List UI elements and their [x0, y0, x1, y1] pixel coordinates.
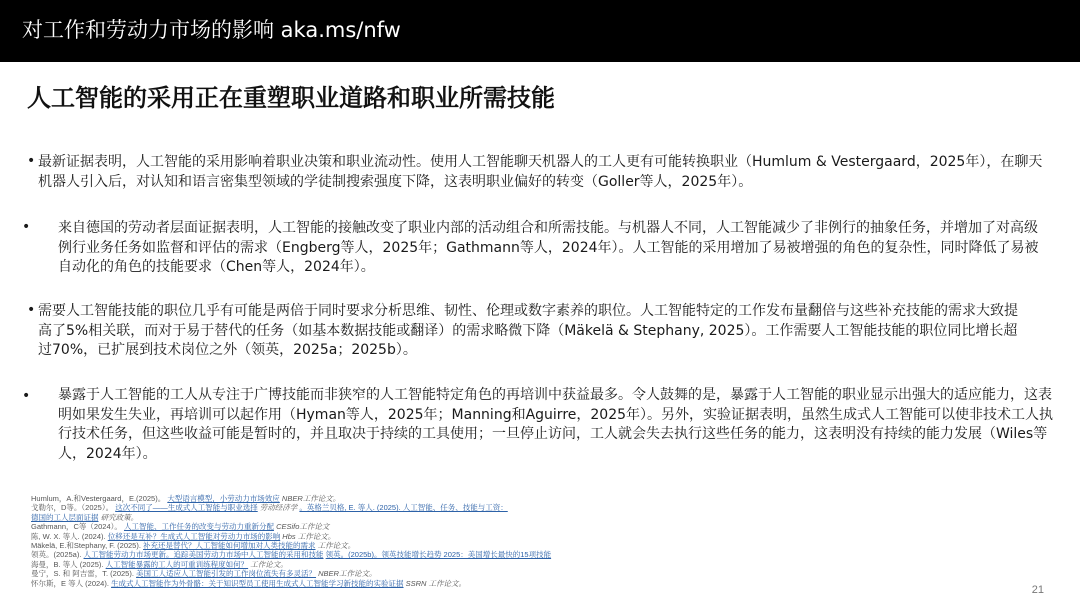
reference-journal: 工作论文。 [317, 541, 356, 551]
reference-link[interactable]: 人工智能暴露的工人的可重训练程度如何？ [105, 559, 249, 569]
reference-journal: 研究政策。 [100, 512, 139, 522]
paragraph-2: 来自德国的劳动者层面证据表明，人工智能的接触改变了职业内部的活动组合和所需技能。与机器人不同，人工智能减少了非例行的抽象任务，并增加了对高级例行业务任务如监督和评估的需求（Engberg等人，2025年；Gathmann等人，2024年）。人工智能的采用增加了易被增强的角色的复杂性，同时降低了易被自动化的角色的技能要求（Chen等人，2024年）。 [58, 220, 1039, 275]
reference-item [31, 532, 691, 541]
slide-title: 对工作和劳动力市场的影响 aka.ms/nfw [22, 18, 401, 42]
reference-journal: 劳动经济学 [259, 503, 298, 513]
reference-link[interactable]: 领英。(2025b)。领英技能增长趋势 2025：美国增长最快的15项技能 [325, 550, 552, 560]
reference-journal: NBER工作论文。 [318, 569, 377, 579]
reference-link[interactable]: 美国工人适应人工智能引发的工作岗位流失有多灵活？ [136, 569, 317, 579]
reference-link[interactable]: 生成式人工智能作为外骨骼：关于知识型员工使用生成式人工智能学习新技能的实验证据 [111, 578, 404, 588]
reference-link[interactable]: 位移还是互补？生成式人工智能对劳动力市场的影响 [107, 531, 281, 541]
reference-journal: NBER工作论文。 [281, 494, 341, 503]
paragraph-4: 暴露于人工智能的工人从专注于广博技能而非狭窄的人工智能特定角色的再培训中获益最多。令人鼓舞的是，暴露于人工智能的职业显示出强大的适应能力，这表明如果发生失业，再培训可以起作用（Hyman等人，2025年；Manning和Aguirre，2025年）。另外，实验证据表明，虽然生成式人工智能可以使非技术工人执行技术任务，但这些收益可能是暂时的，并且取决于持续的工具使用；一旦停止访问，工人就会失去执行这些任务的能力，这表明没有持续的能力发展（Wiles等人，2024年）。 [58, 387, 1054, 462]
reference-author: Gathmann，C等（2024）。 [31, 522, 122, 532]
reference-link[interactable]: 大型语言模型，小劳动力市场效应 [167, 494, 280, 503]
reference-item [31, 494, 691, 503]
paragraph-1: 最新证据表明，人工智能的采用影响着职业决策和职业流动性。使用人工智能聊天机器人的工人更有可能转换职业（Humlum & Vestergaard，2025年），在聊天机器人引入后，对认知和语言密集型领域的学徒制搜索强度下降，这表明职业偏好的转变（Goller等人，2025年）。 [38, 154, 1043, 190]
reference-link[interactable]: 。英格兰贝格, E. 等人. (2025). 人工智能、任务、技能与工资： [299, 503, 508, 513]
reference-author: Humlum，A.和Vestergaard，E.(2025)。 [31, 494, 166, 503]
reference-item [31, 579, 691, 588]
reference-item [31, 569, 691, 578]
reference-item [31, 550, 691, 559]
reference-link[interactable]: 人工智能劳动力市场更新。追踪美国劳动力市场中人工智能的采用和技能 [83, 550, 324, 560]
page-number: 21 [1031, 584, 1044, 596]
bullet-1: • [27, 153, 36, 169]
reference-link[interactable]: 这次不同了——生成式人工智能与职业选择 [115, 503, 258, 513]
reference-author: 戈勒尔，D等。（2025）。 [31, 503, 114, 513]
title-bar [0, 0, 1080, 62]
reference-journal: SSRN 工作论文。 [405, 578, 467, 588]
references [31, 494, 691, 588]
reference-item [31, 560, 691, 569]
page-heading: 人工智能的采用正在重塑职业道路和职业所需技能 [27, 84, 555, 112]
reference-author: 陈, W. X. 等人. (2024). [31, 531, 106, 541]
reference-author: 曼宁，S. 和 阿吉雷，T. (2025). [31, 569, 134, 579]
bullet-2: • [22, 219, 31, 235]
bullet-4: • [22, 388, 31, 404]
reference-author: 海曼，B. 等人 (2025). [31, 559, 104, 569]
reference-author: 怀尔斯，E 等人 (2024). [31, 578, 109, 588]
reference-author: Mäkelä, E.和Stephany, F. (2025). [31, 541, 141, 551]
reference-item [31, 503, 691, 512]
reference-link[interactable]: 人工智能、工作任务的改变与劳动力重新分配 [123, 522, 274, 532]
reference-author: 领英。(2025a). [31, 550, 82, 560]
reference-link[interactable]: 补充还是替代？人工智能如何增加对人类技能的需求 [143, 541, 316, 551]
reference-item [31, 541, 691, 550]
reference-journal: CESifo工作论文 [276, 522, 330, 532]
reference-link[interactable]: 德国的工人层面证据 [31, 512, 99, 522]
reference-item [31, 513, 691, 522]
bullet-3: • [27, 302, 36, 318]
reference-item [31, 522, 691, 531]
reference-journal: Hbs 工作论文。 [282, 531, 336, 541]
paragraph-3: 需要人工智能技能的职位几乎有可能是两倍于同时要求分析思维、韧性、伦理或数字素养的职位。人工智能特定的工作发布量翻倍与这些补充技能的需求大致提高了5%相关联，而对于易于替代的任务（如基本数据技能或翻译）的需求略微下降（Mäkelä & Stephany, 2025）。工作需要人工智能技能的职位同比增长超过70%，已扩展到技术岗位之外（领英，2025a；2025b）。 [38, 303, 1018, 358]
reference-journal: 工作论文。 [250, 559, 288, 569]
